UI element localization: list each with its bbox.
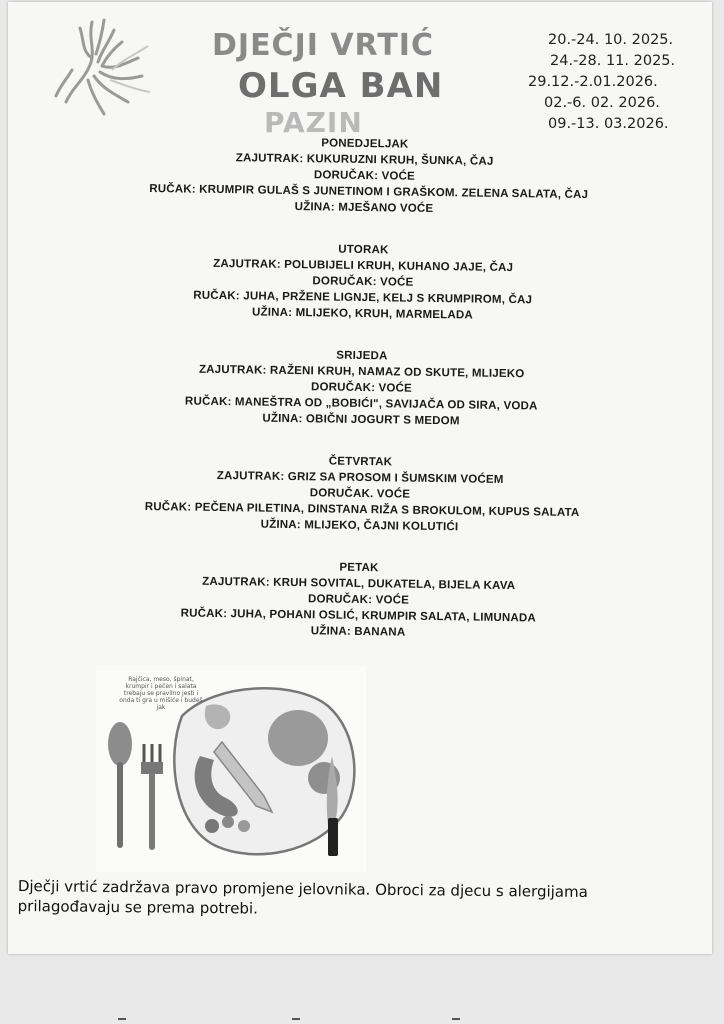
- scan-mark: [118, 1018, 126, 1020]
- meal-line: ZAJUTRAK: RAŽENI KRUH, NAMAZ OD SKUTE, MLIJEKO: [198, 363, 525, 381]
- meal-line: ZAJUTRAK: KUKURUZNI KRUH, ŠUNKA, ČAJ: [235, 152, 494, 168]
- meal-line: UŽINA: MLIJEKO, ČAJNI KOLUTIĆI: [260, 518, 459, 534]
- meal-line: UŽINA: OBIČNI JOGURT S MEDOM: [262, 412, 460, 428]
- drawing-caption: Rajčica, meso, špinat, krumpir i pečen i salata trebaju se pravilno jesti i onda ti gra u mišiće i budeš jak: [119, 676, 203, 711]
- day-title: SRIJEDA: [336, 349, 388, 363]
- meal-line: UŽINA: MJEŠANO VOĆE: [294, 201, 434, 215]
- meal-line: ZAJUTRAK: KRUH SOVITAL, DUKATELA, BIJELA KAVA: [202, 575, 516, 593]
- scan-mark: [452, 1018, 460, 1020]
- meal-line: DORUČAK. VOĆE: [309, 487, 411, 501]
- meal-line: RUČAK: MANEŠTRA OD „BOBIĆI", SAVIJAČA OD SIRA, VODA: [184, 395, 538, 413]
- meal-line: UŽINA: BANANA: [310, 625, 406, 639]
- day-friday: [143, 557, 574, 643]
- weekly-menu: [143, 133, 589, 669]
- menu-dates: [520, 30, 680, 135]
- menu-footer-note: Dječji vrtić zadržava pravo promjene jelovnika. Obroci za djecu s alergijama prilagođavaju se prema potrebi.: [17, 876, 588, 918]
- kindergarten-logo: [52, 10, 444, 139]
- day-title: PONEDJELJAK: [321, 137, 409, 151]
- meal-line: RUČAK: JUHA, POHANI OSLIĆ, KRUMPIR SALATA, LIMUNADA: [180, 607, 537, 625]
- meal-line: ZAJUTRAK: GRIZ SA PROSOM I ŠUMSKIM VOĆEM: [216, 469, 504, 486]
- meal-line: RUČAK: KRUMPIR GULAŠ S JUNETINOM I GRAŠKOM. ZELENA SALATA, ČAJ: [149, 182, 589, 202]
- day-monday: [149, 133, 589, 219]
- day-wednesday: [146, 345, 577, 431]
- date-range: 24.-28. 11. 2025.: [550, 53, 676, 69]
- day-thursday: [144, 451, 580, 537]
- logo-title-line2: OLGA BAN: [238, 66, 444, 106]
- date-range: 29.12.-2.01.2026.: [528, 74, 658, 90]
- scan-mark: [292, 1018, 300, 1020]
- day-title: UTORAK: [338, 243, 389, 257]
- day-title: ČETVRTAK: [328, 455, 393, 469]
- logo-title-line1: DJEČJI VRTIĆ: [212, 28, 434, 63]
- meal-line: DORUČAK: VOĆE: [310, 381, 413, 395]
- meal-line: RUČAK: PEČENA PILETINA, DINSTANA RIŽA S BROKULOM, KUPUS SALATA: [144, 500, 580, 520]
- meal-line: UŽINA: MLIJEKO, KRUH, MARMELADA: [252, 306, 474, 322]
- meal-line: DORUČAK: VOĆE: [313, 169, 416, 183]
- hands-logo-icon: [52, 10, 162, 120]
- day-tuesday: [147, 239, 578, 325]
- day-title: PETAK: [339, 561, 379, 575]
- date-range: 20.-24. 10. 2025.: [548, 32, 674, 48]
- meal-line: RUČAK: JUHA, PRŽENE LIGNJE, KELJ S KRUMPIROM, ČAJ: [193, 289, 533, 307]
- logo-title-line3: PAZIN: [264, 106, 363, 139]
- date-range: 09.-13. 03.2026.: [548, 116, 669, 132]
- date-range: 02.-6. 02. 2026.: [544, 95, 660, 111]
- meal-line: DORUČAK: VOĆE: [312, 275, 414, 289]
- meal-line: DORUČAK: VOĆE: [307, 593, 410, 607]
- meal-line: ZAJUTRAK: POLUBIJELI KRUH, KUHANO JAJE, ČAJ: [213, 257, 514, 275]
